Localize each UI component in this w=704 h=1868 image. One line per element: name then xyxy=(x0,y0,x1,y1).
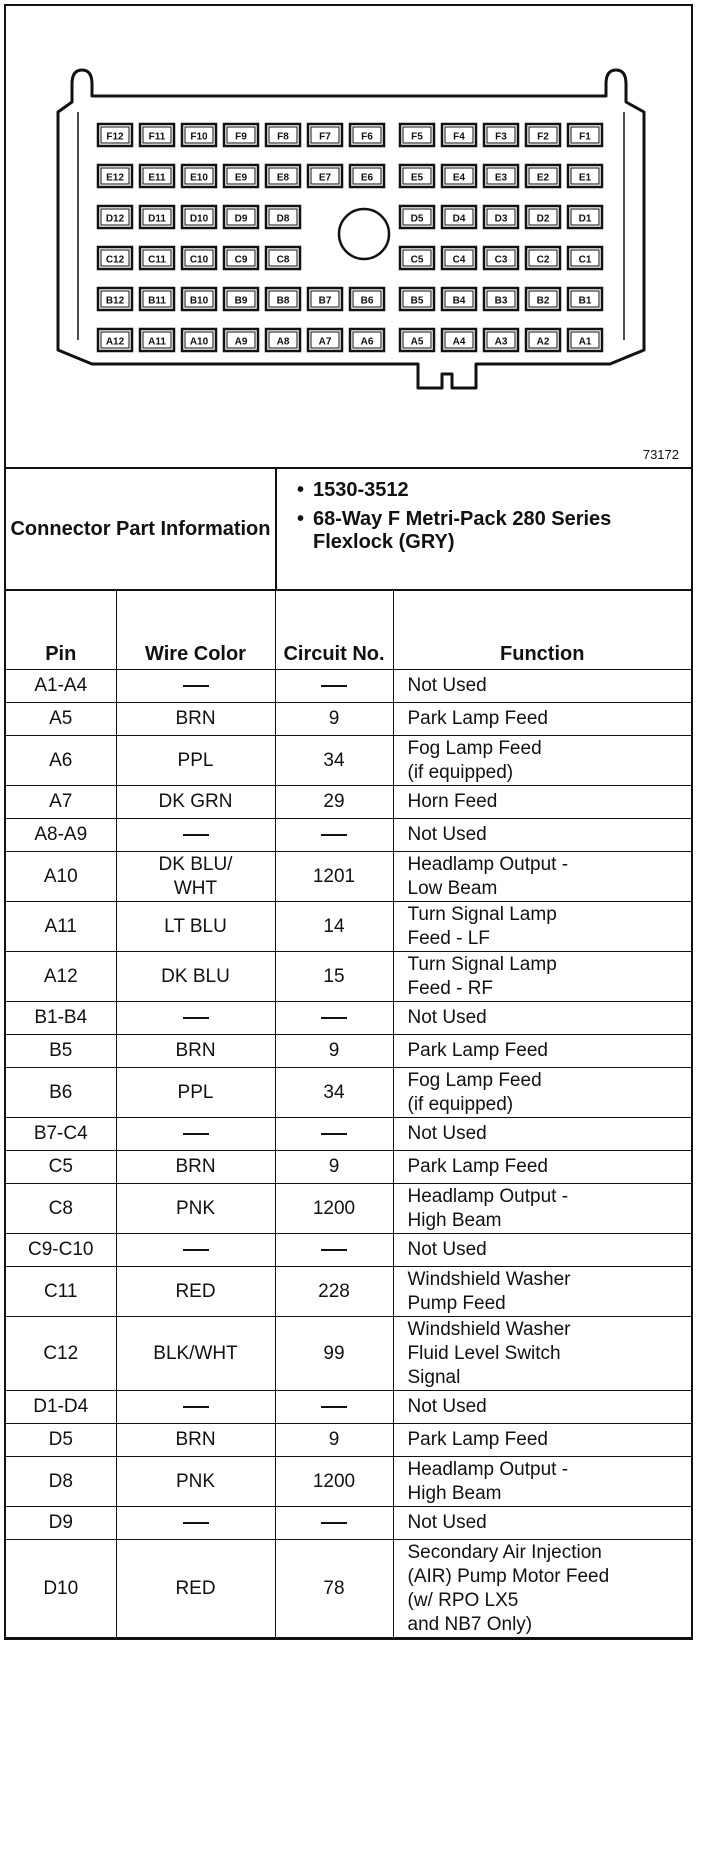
table-row xyxy=(6,1457,691,1507)
connector-face-drawing xyxy=(6,6,691,467)
pin-label: F6 xyxy=(361,131,373,143)
pin-cell: A6 xyxy=(6,736,116,786)
table-row xyxy=(6,786,691,819)
wire-color-cell xyxy=(116,1234,275,1267)
pin-label: A3 xyxy=(494,336,508,348)
pin-label: C1 xyxy=(578,254,592,266)
pin-label: C11 xyxy=(148,254,166,266)
not-used-dash xyxy=(321,1522,347,1524)
pin-cell: D8 xyxy=(6,1457,116,1507)
function-cell: Not Used xyxy=(393,1118,691,1151)
pin-label: D5 xyxy=(410,213,424,225)
wire-color-cell: RED xyxy=(116,1267,275,1317)
pin-label: B12 xyxy=(105,295,125,307)
pin-label: C12 xyxy=(105,254,125,266)
pin-label: F2 xyxy=(537,131,549,143)
table-row xyxy=(6,703,691,736)
circuit-cell: 9 xyxy=(275,703,393,736)
pin-label: F8 xyxy=(277,131,289,143)
pin-label: B1 xyxy=(578,295,592,307)
pin-label: E4 xyxy=(452,172,466,184)
pin-label: E7 xyxy=(318,172,332,184)
pin-label: C2 xyxy=(536,254,550,266)
circuit-cell: 29 xyxy=(275,786,393,819)
pin-label: E10 xyxy=(190,172,208,184)
pin-cell: B7-C4 xyxy=(6,1118,116,1151)
pin-label: D2 xyxy=(536,213,550,225)
table-row xyxy=(6,952,691,1002)
circuit-cell: 1200 xyxy=(275,1184,393,1234)
connector-description: • 68-Way F Metri-Pack 280 Series Flexlock (GRY) xyxy=(297,508,691,554)
wire-color-cell xyxy=(116,1002,275,1035)
pin-label: A9 xyxy=(234,336,248,348)
circuit-cell: 34 xyxy=(275,1068,393,1118)
pin-label: A5 xyxy=(410,336,424,348)
function-cell: Windshield Washer Fluid Level Switch Signal xyxy=(393,1317,691,1391)
pin-label: F11 xyxy=(148,131,166,143)
pin-label: B3 xyxy=(494,295,508,307)
wire-color-cell xyxy=(116,1507,275,1540)
pin-label: E11 xyxy=(148,172,166,184)
pin-label: F9 xyxy=(235,131,247,143)
wire-color-cell: PNK xyxy=(116,1457,275,1507)
wire-color-cell: BRN xyxy=(116,703,275,736)
function-cell: Headlamp Output - High Beam xyxy=(393,1184,691,1234)
pin-label: D12 xyxy=(105,213,125,225)
circuit-cell: 34 xyxy=(275,736,393,786)
pin-cell: A8-A9 xyxy=(6,819,116,852)
pin-label: E12 xyxy=(106,172,124,184)
function-header: Function xyxy=(393,591,691,670)
pin-label: A2 xyxy=(536,336,550,348)
table-row xyxy=(6,1424,691,1457)
not-used-dash xyxy=(183,685,209,687)
pin-cell: D10 xyxy=(6,1540,116,1638)
wire-color-cell: PPL xyxy=(116,736,275,786)
table-row xyxy=(6,852,691,902)
pin-label: E3 xyxy=(494,172,508,184)
wire-color-cell: DK GRN xyxy=(116,786,275,819)
table-row xyxy=(6,1507,691,1540)
center-keying-hole xyxy=(339,209,389,259)
function-cell: Park Lamp Feed xyxy=(393,703,691,736)
circuit-cell: 14 xyxy=(275,902,393,952)
circuit-cell: 78 xyxy=(275,1540,393,1638)
table-row xyxy=(6,1234,691,1267)
pin-cell: B1-B4 xyxy=(6,1002,116,1035)
circuit-header: Circuit No. xyxy=(275,591,393,670)
wire-color-cell xyxy=(116,670,275,703)
wire-color-cell: LT BLU xyxy=(116,902,275,952)
function-cell: Secondary Air Injection (AIR) Pump Motor Feed (w/ RPO LX5 and NB7 Only) xyxy=(393,1540,691,1638)
pin-label: E6 xyxy=(360,172,374,184)
pin-cell: B6 xyxy=(6,1068,116,1118)
pin-label: C5 xyxy=(410,254,424,266)
pin-label: D10 xyxy=(189,213,209,225)
function-cell: Horn Feed xyxy=(393,786,691,819)
circuit-cell xyxy=(275,819,393,852)
pin-label: E2 xyxy=(536,172,550,184)
not-used-dash xyxy=(183,1249,209,1251)
part-number: • 1530-3512 xyxy=(297,479,691,502)
pin-cell: C12 xyxy=(6,1317,116,1391)
circuit-cell xyxy=(275,1234,393,1267)
pin-label: D9 xyxy=(234,213,248,225)
pin-label: B2 xyxy=(536,295,550,307)
pin-cell: A11 xyxy=(6,902,116,952)
pin-label: A6 xyxy=(360,336,374,348)
wire-color-cell: PNK xyxy=(116,1184,275,1234)
function-cell: Windshield Washer Pump Feed xyxy=(393,1267,691,1317)
not-used-dash xyxy=(321,834,347,836)
pin-label: D1 xyxy=(578,213,592,225)
pin-label: A12 xyxy=(105,336,125,348)
pin-label: F7 xyxy=(319,131,331,143)
pinout-table xyxy=(6,591,691,1638)
wire-color-cell: DK BLU/ WHT xyxy=(116,852,275,902)
not-used-dash xyxy=(183,1133,209,1135)
wire-color-cell: BRN xyxy=(116,1151,275,1184)
pin-label: A11 xyxy=(148,336,166,348)
table-row xyxy=(6,1151,691,1184)
pin-cell: D9 xyxy=(6,1507,116,1540)
function-cell: Not Used xyxy=(393,1391,691,1424)
circuit-cell: 15 xyxy=(275,952,393,1002)
pin-cell: A5 xyxy=(6,703,116,736)
table-row xyxy=(6,1267,691,1317)
circuit-cell: 1200 xyxy=(275,1457,393,1507)
pin-cell: D5 xyxy=(6,1424,116,1457)
pin-label: B11 xyxy=(148,295,166,307)
pin-cell: A12 xyxy=(6,952,116,1002)
circuit-cell xyxy=(275,1391,393,1424)
pin-label: B10 xyxy=(189,295,209,307)
not-used-dash xyxy=(183,1017,209,1019)
table-row xyxy=(6,1317,691,1391)
pin-cell: C9-C10 xyxy=(6,1234,116,1267)
pin-label: D8 xyxy=(276,213,290,225)
pin-label: F4 xyxy=(453,131,465,143)
pin-label: B7 xyxy=(318,295,332,307)
wire-color-cell: DK BLU xyxy=(116,952,275,1002)
pin-cell: C5 xyxy=(6,1151,116,1184)
pin-label: D11 xyxy=(148,213,166,225)
function-cell: Park Lamp Feed xyxy=(393,1424,691,1457)
pin-label: C3 xyxy=(494,254,508,266)
circuit-cell xyxy=(275,1507,393,1540)
circuit-cell: 9 xyxy=(275,1151,393,1184)
wire-color-cell: PPL xyxy=(116,1068,275,1118)
pin-label: C4 xyxy=(452,254,466,266)
function-cell: Turn Signal Lamp Feed - LF xyxy=(393,902,691,952)
function-cell: Fog Lamp Feed (if equipped) xyxy=(393,736,691,786)
pin-cell: C11 xyxy=(6,1267,116,1317)
table-row xyxy=(6,1035,691,1068)
function-cell: Headlamp Output - High Beam xyxy=(393,1457,691,1507)
table-row xyxy=(6,819,691,852)
circuit-cell: 1201 xyxy=(275,852,393,902)
pin-label: B9 xyxy=(234,295,248,307)
function-cell: Not Used xyxy=(393,819,691,852)
pin-label: F10 xyxy=(190,131,208,143)
pin-label: D3 xyxy=(494,213,508,225)
pin-label: B6 xyxy=(360,295,374,307)
connector-document xyxy=(4,4,693,1640)
function-cell: Park Lamp Feed xyxy=(393,1035,691,1068)
pin-cell: D1-D4 xyxy=(6,1391,116,1424)
circuit-cell xyxy=(275,670,393,703)
circuit-cell: 228 xyxy=(275,1267,393,1317)
function-cell: Fog Lamp Feed (if equipped) xyxy=(393,1068,691,1118)
not-used-dash xyxy=(183,834,209,836)
connector-info-list xyxy=(277,469,691,589)
pin-label: F12 xyxy=(106,131,124,143)
wire-color-cell xyxy=(116,1118,275,1151)
table-row xyxy=(6,1391,691,1424)
function-cell: Not Used xyxy=(393,670,691,703)
function-cell: Not Used xyxy=(393,1234,691,1267)
not-used-dash xyxy=(321,1017,347,1019)
table-row xyxy=(6,1002,691,1035)
figure-number: 73172 xyxy=(642,447,679,462)
pin-label: E9 xyxy=(234,172,248,184)
table-row xyxy=(6,736,691,786)
pin-label: A4 xyxy=(452,336,466,348)
pin-cell: B5 xyxy=(6,1035,116,1068)
wire-color-cell: RED xyxy=(116,1540,275,1638)
pin-cell: A7 xyxy=(6,786,116,819)
pin-label: E5 xyxy=(410,172,424,184)
pin-label: A8 xyxy=(276,336,290,348)
table-row xyxy=(6,902,691,952)
function-cell: Turn Signal Lamp Feed - RF xyxy=(393,952,691,1002)
not-used-dash xyxy=(321,685,347,687)
wire-color-cell: BRN xyxy=(116,1035,275,1068)
table-row xyxy=(6,1540,691,1638)
pin-label: A1 xyxy=(578,336,592,348)
pin-label: B5 xyxy=(410,295,424,307)
pin-label: C10 xyxy=(189,254,209,266)
pin-label: A7 xyxy=(318,336,332,348)
connector-info-label: Connector Part Information xyxy=(6,469,277,589)
connector-info xyxy=(6,469,691,591)
pin-label: B4 xyxy=(452,295,466,307)
pin-label: B8 xyxy=(276,295,290,307)
pin-header: Pin xyxy=(6,591,116,670)
wire-color-cell xyxy=(116,819,275,852)
pin-label: E1 xyxy=(578,172,592,184)
pin-label: A10 xyxy=(189,336,209,348)
pin-label: E8 xyxy=(276,172,290,184)
not-used-dash xyxy=(321,1406,347,1408)
function-cell: Park Lamp Feed xyxy=(393,1151,691,1184)
table-row xyxy=(6,670,691,703)
pin-label: C8 xyxy=(276,254,290,266)
table-row xyxy=(6,1068,691,1118)
pin-label: F1 xyxy=(579,131,591,143)
pin-cell: C8 xyxy=(6,1184,116,1234)
wire-color-header: Wire Color xyxy=(116,591,275,670)
pin-label: D4 xyxy=(452,213,466,225)
table-row xyxy=(6,1118,691,1151)
wire-color-cell: BRN xyxy=(116,1424,275,1457)
circuit-cell: 9 xyxy=(275,1424,393,1457)
table-row xyxy=(6,1184,691,1234)
connector-diagram xyxy=(6,6,691,469)
pin-label: F3 xyxy=(495,131,507,143)
pin-label: C9 xyxy=(234,254,248,266)
function-cell: Headlamp Output - Low Beam xyxy=(393,852,691,902)
not-used-dash xyxy=(321,1249,347,1251)
function-cell: Not Used xyxy=(393,1507,691,1540)
wire-color-cell xyxy=(116,1391,275,1424)
not-used-dash xyxy=(183,1406,209,1408)
circuit-cell xyxy=(275,1118,393,1151)
pin-cell: A10 xyxy=(6,852,116,902)
circuit-cell xyxy=(275,1002,393,1035)
not-used-dash xyxy=(183,1522,209,1524)
pinout-rows xyxy=(6,670,691,1638)
circuit-cell: 9 xyxy=(275,1035,393,1068)
function-cell: Not Used xyxy=(393,1002,691,1035)
wire-color-cell: BLK/WHT xyxy=(116,1317,275,1391)
pin-cell: A1-A4 xyxy=(6,670,116,703)
not-used-dash xyxy=(321,1133,347,1135)
circuit-cell: 99 xyxy=(275,1317,393,1391)
pin-label: F5 xyxy=(411,131,423,143)
